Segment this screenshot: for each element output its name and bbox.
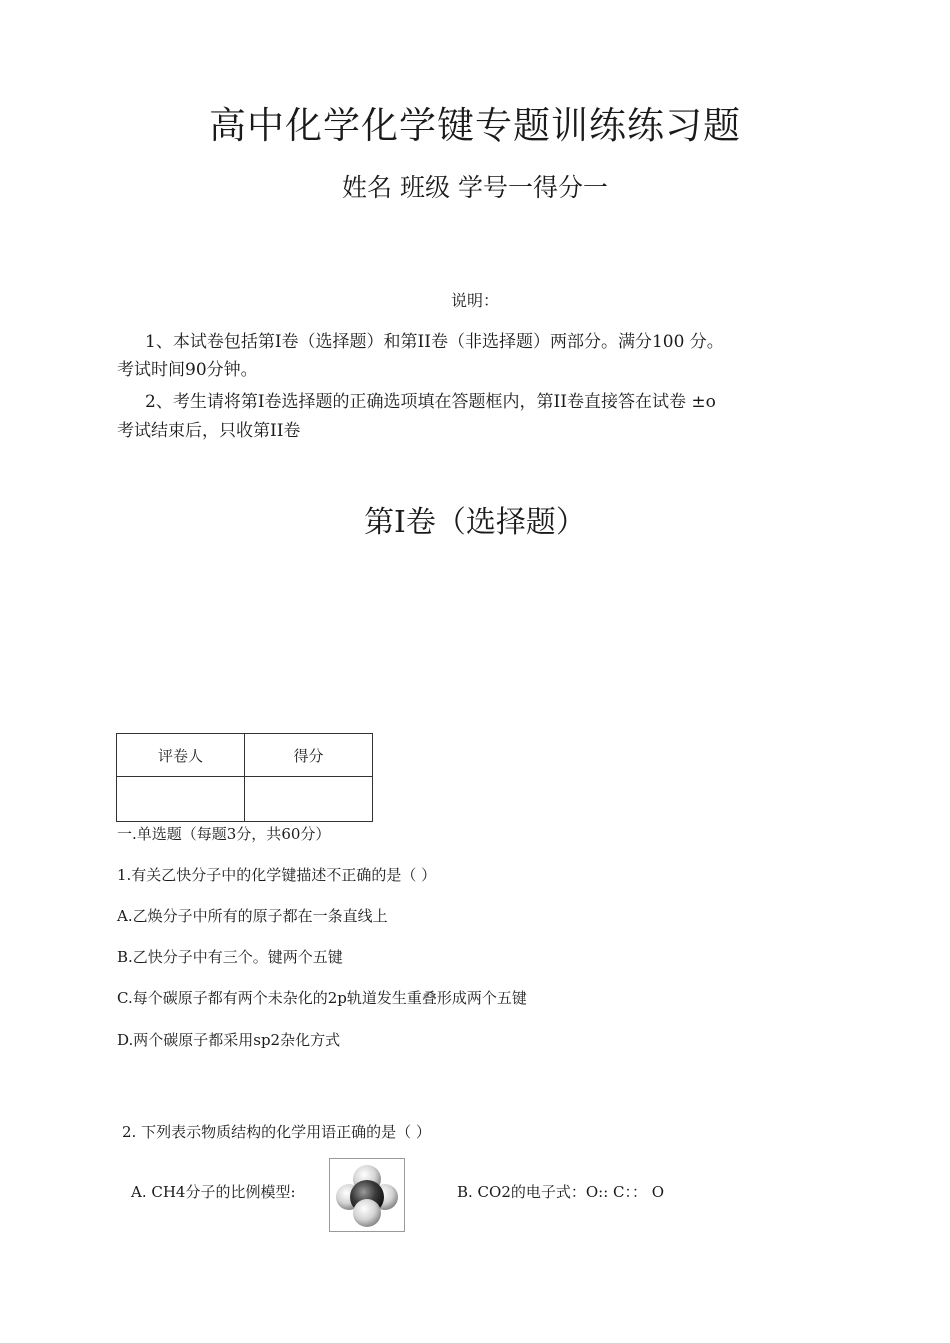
page-title: 高中化学化学键专题训练练习题: [209, 104, 741, 147]
instruction-1-line-1: 1、本试卷包括第Ⅰ卷（选择题）和第ⅠI卷（非选择题）两部分。满分100 分。: [145, 332, 724, 352]
instructions-label: 说明：: [450, 291, 499, 310]
grading-table: [116, 733, 373, 822]
score-cell[interactable]: [245, 777, 373, 822]
question-1-option-d: D.两个碳原子都采用sp2杂化方式: [117, 1031, 341, 1049]
score-header: 得分: [245, 734, 373, 777]
section-title: 第Ⅰ卷（选择题）: [364, 505, 586, 540]
methane-model-icon: [330, 1159, 404, 1231]
question-1-option-c: C.每个碳原子都有两个未杂化的2p轨道发生重叠形成两个五键: [117, 989, 527, 1007]
question-1-option-a: A.乙焕分子中所有的原子都在一条直线上: [117, 907, 388, 925]
question-1-stem: 1.有关乙快分子中的化学键描述不正确的是（ ）: [117, 866, 437, 884]
student-info-line: 姓名 班级 学号一得分一: [342, 173, 608, 202]
instruction-2-line-1: 2、考生请将第Ⅰ卷选择题的正确选项填在答题框内，第ⅠI卷直接答在试卷 ±o: [145, 392, 716, 412]
question-1-option-b: B.乙快分子中有三个。键两个五键: [117, 948, 343, 966]
question-2-option-a: A. CH4分子的比例模型:: [131, 1183, 296, 1201]
question-2-option-b: B. CO2的电子式：O:: C：： O: [457, 1183, 665, 1201]
grader-header: 评卷人: [117, 734, 245, 777]
question-section-heading: 一.单选题（每题3分，共60分）: [117, 825, 331, 843]
instruction-2-line-2: 考试结束后，只收第ⅠI卷: [117, 421, 301, 441]
methane-space-filling-model-image: [329, 1158, 405, 1232]
grader-cell[interactable]: [117, 777, 245, 822]
question-2-stem: 2. 下列表示物质结构的化学用语正确的是（ ）: [122, 1123, 431, 1141]
instruction-1-line-2: 考试时间90分钟。: [117, 360, 258, 380]
